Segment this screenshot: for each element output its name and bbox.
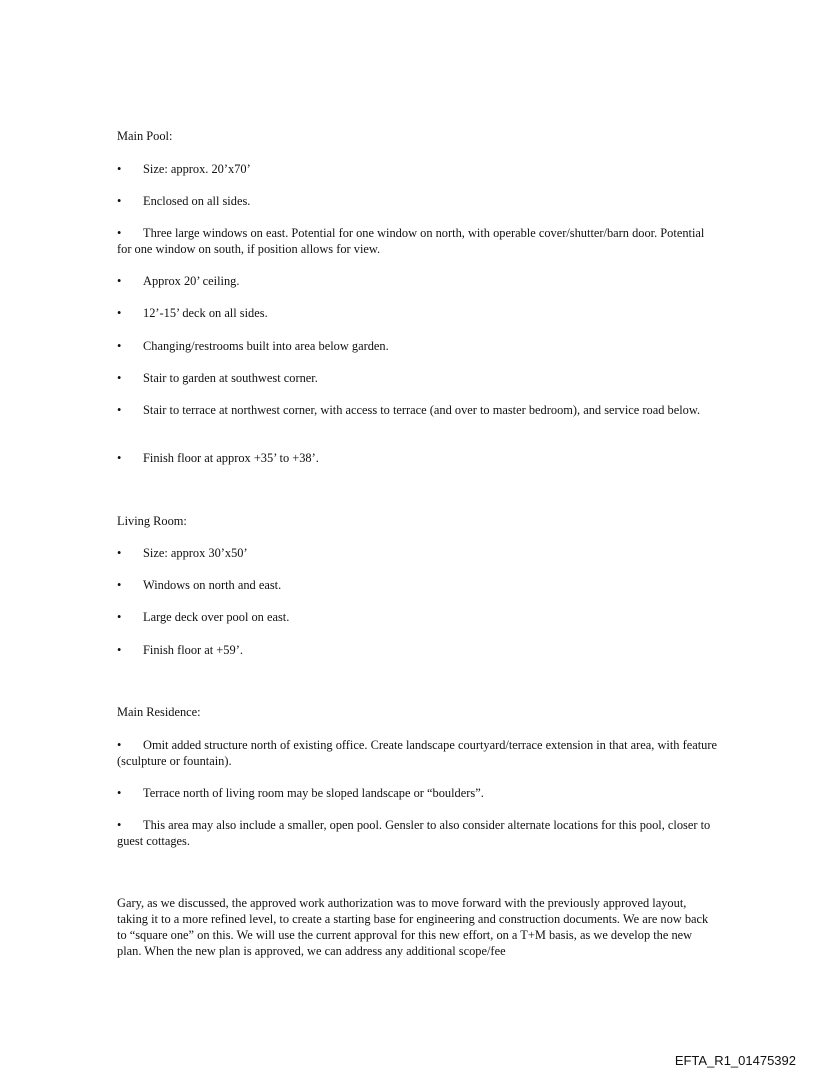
bullet-icon: • — [117, 162, 122, 176]
list-item: • Size: approx. 20’x70’ — [117, 162, 251, 176]
bullet-icon: • — [117, 274, 122, 288]
bullet-icon: • — [117, 546, 122, 560]
bullet-icon: • — [117, 371, 122, 385]
list-item: • Size: approx 30’x50’ — [117, 546, 248, 560]
bullet-icon: • — [117, 610, 122, 624]
list-item: • 12’-15’ deck on all sides. — [117, 306, 268, 320]
list-item: • Stair to terrace at northwest corner, with access to terrace (and over to master bedroom), and service road below. — [117, 403, 701, 417]
section-heading-main-pool: Main Pool: — [117, 129, 173, 143]
section-heading-living-room: Living Room: — [117, 514, 187, 528]
section-heading-main-residence: Main Residence: — [117, 705, 201, 719]
list-item: • Enclosed on all sides. — [117, 194, 251, 208]
list-item: • Three large windows on east. Potential for one window on north, with operable cover/shutter/barn door. Potential for one window on south, if position allows for view. — [117, 226, 705, 256]
list-item: • Large deck over pool on east. — [117, 610, 290, 624]
list-item: • Omit added structure north of existing office. Create landscape courtyard/terrace extension in that area, with feature (sculpture or fountain). — [117, 738, 717, 768]
bullet-icon: • — [117, 339, 122, 353]
bullet-icon: • — [117, 226, 122, 240]
bullet-icon: • — [117, 194, 122, 208]
footer-document-id: EFTA_R1_01475392 — [674, 1053, 796, 1068]
list-item: • Approx 20’ ceiling. — [117, 274, 240, 288]
list-item: • Stair to garden at southwest corner. — [117, 371, 318, 385]
list-item: • This area may also include a smaller, open pool. Gensler to also consider alternate locations for this pool, closer to guest cottages. — [117, 818, 711, 848]
bullet-icon: • — [117, 403, 122, 417]
bullet-icon: • — [117, 786, 122, 800]
bullet-icon: • — [117, 451, 122, 465]
list-item: • Terrace north of living room may be sloped landscape or “boulders”. — [117, 786, 484, 800]
list-item: • Changing/restrooms built into area below garden. — [117, 339, 389, 353]
bullet-icon: • — [117, 818, 122, 832]
bullet-icon: • — [117, 578, 122, 592]
list-item: • Finish floor at approx +35’ to +38’. — [117, 451, 319, 465]
bullet-icon: • — [117, 643, 122, 657]
bullet-icon: • — [117, 306, 122, 320]
list-item: • Finish floor at +59’. — [117, 643, 243, 657]
closing-paragraph: Gary, as we discussed, the approved work authorization was to move forward with the previously approved layout, taking it to a more refined level, to create a starting base for engineering and construction documents. We are now back to “square one” on this. We will use the current approval for this new effort, on a T+M basis, as we develop the new plan. When the new plan is approved, we can address any additional scope/fee — [117, 896, 709, 958]
list-item: • Windows on north and east. — [117, 578, 282, 592]
bullet-icon: • — [117, 738, 122, 752]
